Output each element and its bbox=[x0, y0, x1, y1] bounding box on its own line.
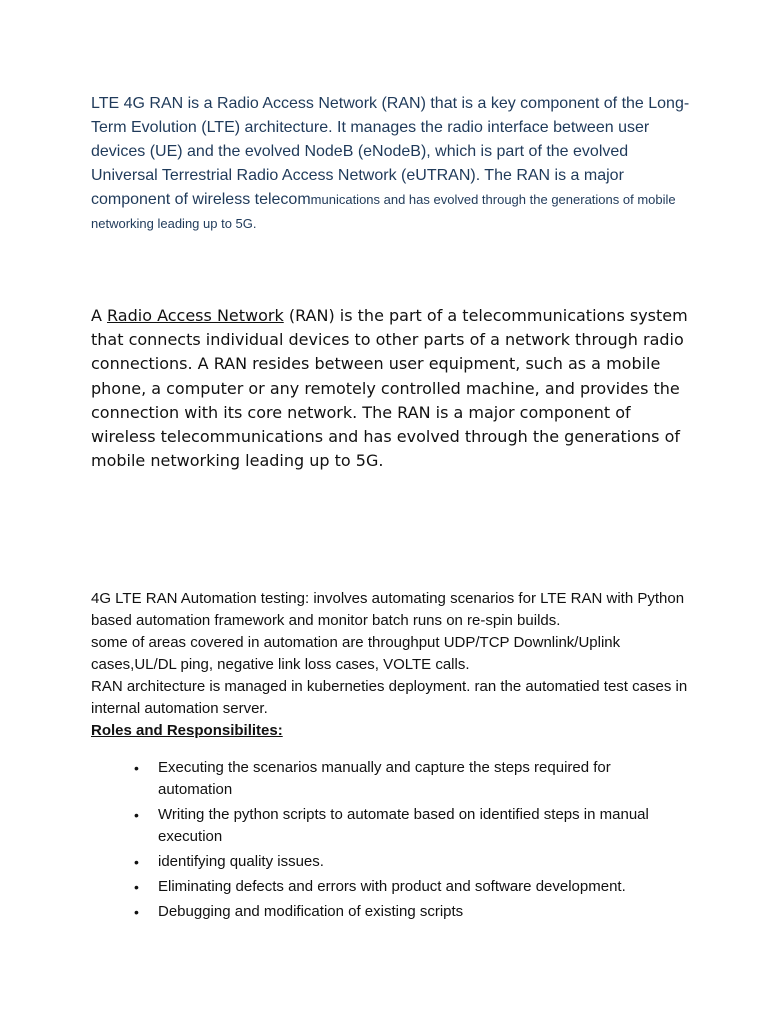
bullet-icon: • bbox=[134, 854, 139, 870]
list-item bbox=[91, 757, 688, 801]
intro-main-text: LTE 4G RAN is a Radio Access Network (RAN) that is a key component of the Long-Term Evolution (LTE) architecture. It manages the radio interface between user devices (UE) and the evolved NodeB (eNodeB), which is part of the evolved Universal Terrestrial Radio Access Network (eUTRAN). The RAN is a major component of wireless telecom bbox=[91, 95, 690, 208]
automation-line-3: RAN architecture is managed in kuberneties deployment. ran the automatied test cases in internal automation server. bbox=[91, 678, 688, 717]
roles-list bbox=[91, 757, 691, 923]
list-item bbox=[91, 876, 688, 898]
bullet-icon: • bbox=[134, 760, 139, 776]
list-item bbox=[91, 851, 688, 873]
list-item-text: Debugging and modification of existing scripts bbox=[158, 903, 464, 920]
bullet-icon: • bbox=[134, 879, 139, 895]
bullet-icon: • bbox=[134, 807, 139, 823]
definition-prefix: A bbox=[91, 306, 108, 325]
definition-rest: (RAN) is the part of a telecommunications system that connects individual devices to other parts of a network through radio connections. A RAN resides between user equipment, such as a mobile phone, a computer or any remotely controlled machine, and provides the connection with its core network. The RAN is a major component of wireless telecommunications and has evolved through the generations of mobile networking leading up to 5G. bbox=[91, 306, 688, 471]
automation-line-1: 4G LTE RAN Automation testing: involves automating scenarios for LTE RAN with Python based automation framework and monitor batch runs on re-spin builds. bbox=[91, 590, 685, 629]
list-item-text: Writing the python scripts to automate based on identified steps in manual execution bbox=[158, 806, 649, 845]
list-item bbox=[91, 901, 688, 923]
radio-access-network-link[interactable]: Radio Access Network bbox=[107, 306, 284, 325]
bullet-icon: • bbox=[134, 904, 139, 920]
automation-line-2: some of areas covered in automation are throughput UDP/TCP Downlink/Uplink cases,UL/DL ping, negative link loss cases, VOLTE calls. bbox=[91, 634, 621, 673]
list-item-text: Executing the scenarios manually and capture the steps required for automation bbox=[158, 759, 611, 798]
list-item-text: Eliminating defects and errors with product and software development. bbox=[158, 878, 626, 895]
definition-paragraph bbox=[91, 304, 691, 473]
automation-section bbox=[91, 588, 691, 926]
roles-heading: Roles and Responsibilites: bbox=[91, 722, 283, 739]
intro-small-text: munications and has evolved through the generations of mobile networking leading up to 5G. bbox=[91, 191, 676, 231]
intro-paragraph bbox=[91, 92, 691, 235]
list-item bbox=[91, 804, 688, 848]
list-item-text: identifying quality issues. bbox=[158, 853, 324, 870]
